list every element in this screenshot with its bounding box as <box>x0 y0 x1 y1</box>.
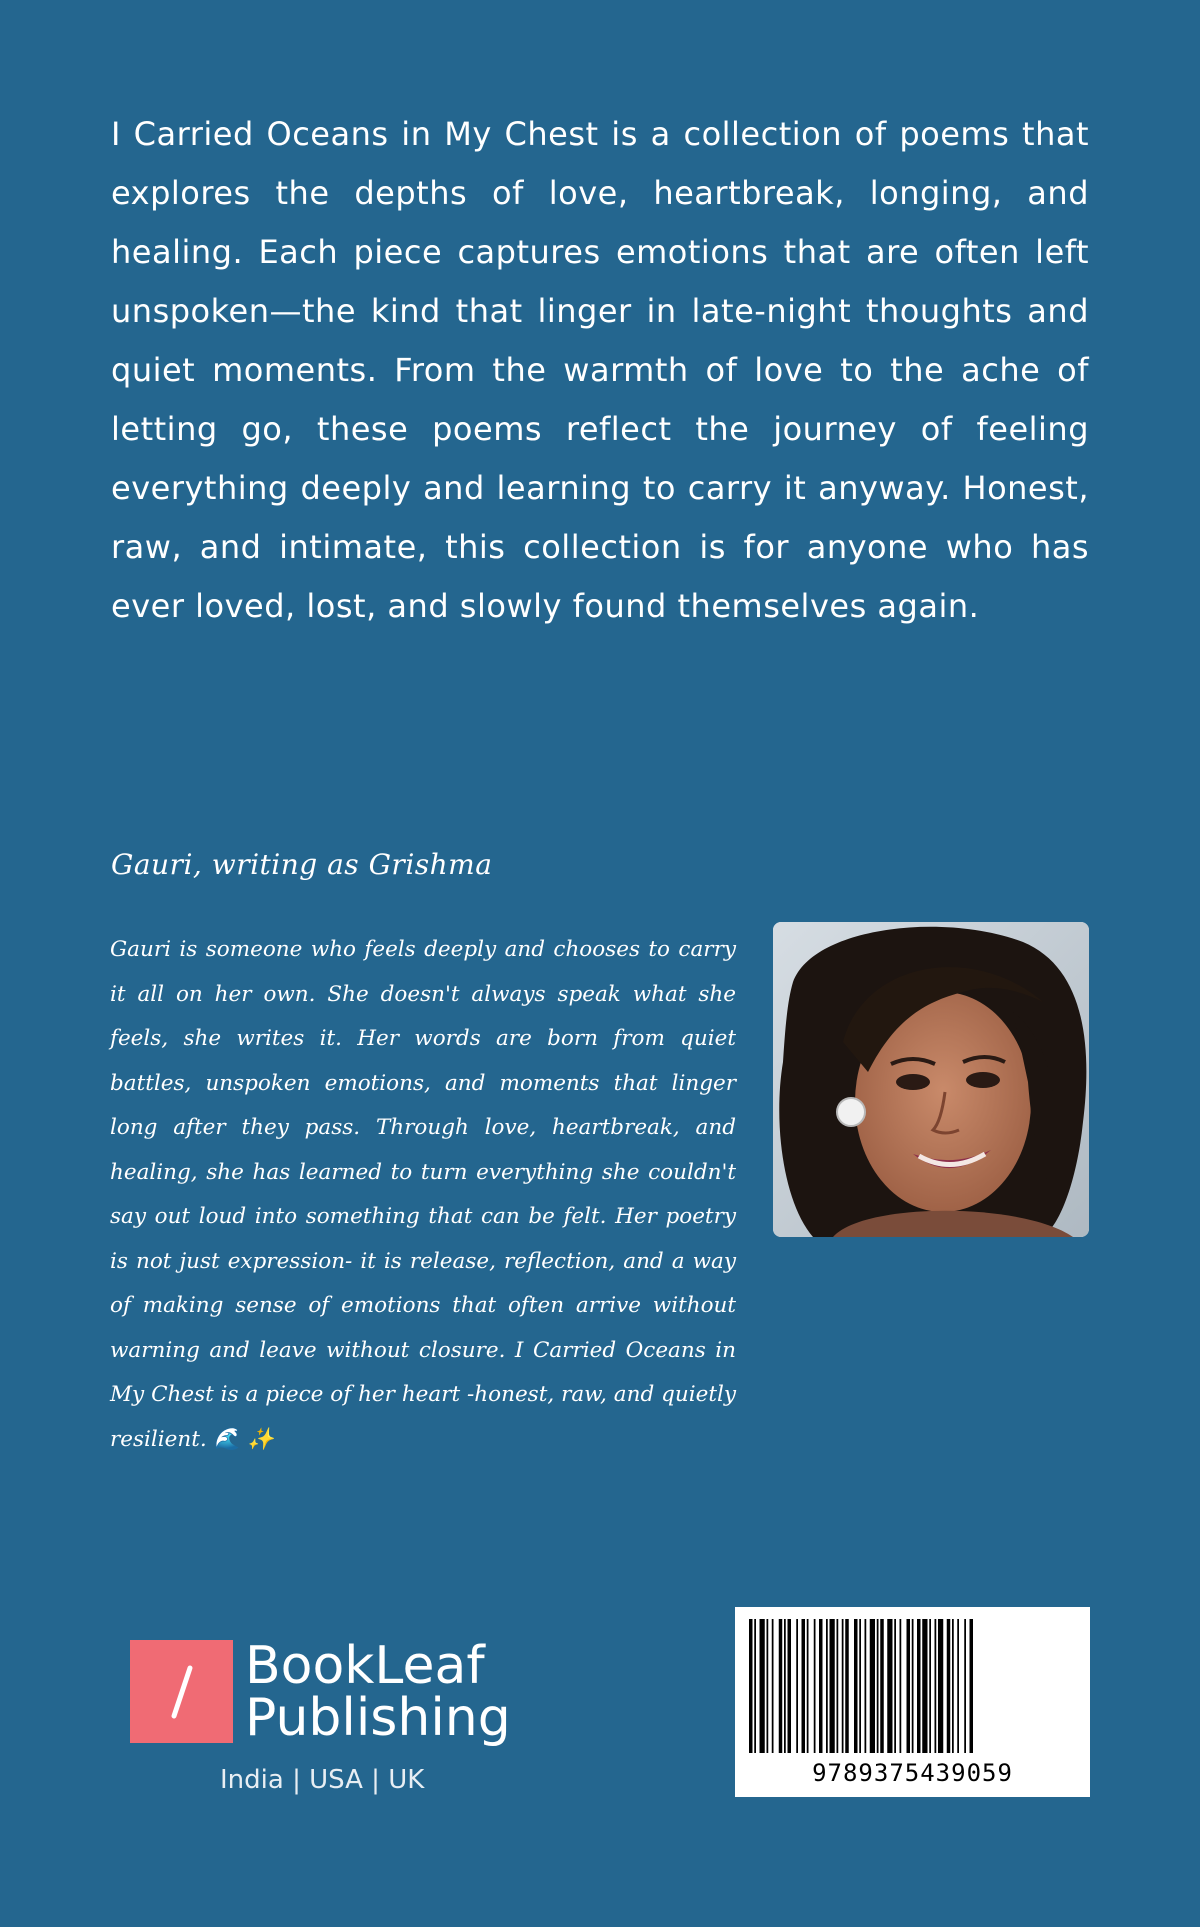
barcode-bar <box>929 1619 931 1753</box>
barcode-bar <box>749 1619 753 1753</box>
barcode-bars <box>735 1607 1090 1757</box>
barcode-bar <box>887 1619 892 1753</box>
barcode-bar <box>907 1619 911 1753</box>
author-photo <box>773 922 1089 1237</box>
publisher-name-line1: BookLeaf <box>245 1636 485 1696</box>
barcode-bar <box>784 1619 786 1753</box>
barcode-bar <box>837 1619 839 1753</box>
barcode-bar <box>865 1619 867 1753</box>
publisher-logo-mark <box>130 1640 233 1743</box>
barcode-bar <box>796 1619 798 1753</box>
barcode-bar <box>917 1619 921 1753</box>
barcode-bar <box>859 1619 861 1753</box>
barcode-bar <box>877 1619 879 1753</box>
author-name: Gauri, writing as Grishma <box>111 848 493 881</box>
publisher-regions: India | USA | UK <box>220 1765 425 1795</box>
barcode-bar <box>845 1619 849 1753</box>
barcode-bar <box>922 1619 927 1753</box>
barcode-bar <box>772 1619 774 1753</box>
barcode-bar <box>826 1619 828 1753</box>
barcode-bar <box>802 1619 806 1753</box>
barcode-bar <box>842 1619 844 1753</box>
barcode-bar <box>814 1619 816 1753</box>
barcode-bar <box>900 1619 902 1753</box>
barcode-bar <box>830 1619 835 1753</box>
barcode-bar <box>760 1619 765 1753</box>
barcode-bar <box>952 1619 954 1753</box>
barcode-bar <box>947 1619 951 1753</box>
barcode-bar <box>912 1619 914 1753</box>
barcode-bar <box>854 1619 858 1753</box>
barcode-bar <box>938 1619 943 1753</box>
barcode-bar <box>767 1619 769 1753</box>
book-blurb: I Carried Oceans in My Chest is a collection of poems that explores the depths of love, heartbreak, longing, and healing. Each piece captures emotions that are often left unspoken—the kind that linger in late-night thoughts and quiet moments. From the warmth of love to the ache of letting go, these poems reflect the journey of feeling everything deeply and learning to carry it anyway. Honest, raw, and intimate, this collection is for anyone who has ever loved, lost, and slowly found themselves again. <box>111 115 1089 625</box>
barcode-bar <box>754 1619 756 1753</box>
barcode-bar <box>788 1619 792 1753</box>
barcode-bar <box>870 1619 875 1753</box>
barcode-bar <box>935 1619 937 1753</box>
barcode-bar <box>894 1619 896 1753</box>
barcode-bar <box>819 1619 823 1753</box>
barcode-bar <box>964 1619 966 1753</box>
publisher-logo <box>130 1636 511 1800</box>
barcode-bar <box>807 1619 809 1753</box>
isbn-barcode <box>735 1607 1090 1797</box>
author-bio: Gauri is someone who feels deeply and chooses to carry it all on her own. She doesn't always speak what she feels, she writes it. Her words are born from quiet battles, unspoken emotions, and moments that linger long after they pass. Through love, heartbreak, and healing, she has learned to turn everything she couldn't say out loud into something that can be felt. Her poetry is not just expression- it is release, reflection, and a way of making sense of emotions that often arrive without warning and leave without closure. I Carried Oceans in My Chest is a piece of her heart -honest, raw, and quietly resilient. 🌊 ✨ <box>110 937 736 1452</box>
barcode-bar <box>779 1619 783 1753</box>
barcode-bar <box>970 1619 974 1753</box>
isbn-number: 9789375439059 <box>812 1759 1013 1787</box>
barcode-bar <box>957 1619 959 1753</box>
publisher-name-line2: Publishing <box>245 1688 511 1748</box>
barcode-bar <box>880 1619 884 1753</box>
